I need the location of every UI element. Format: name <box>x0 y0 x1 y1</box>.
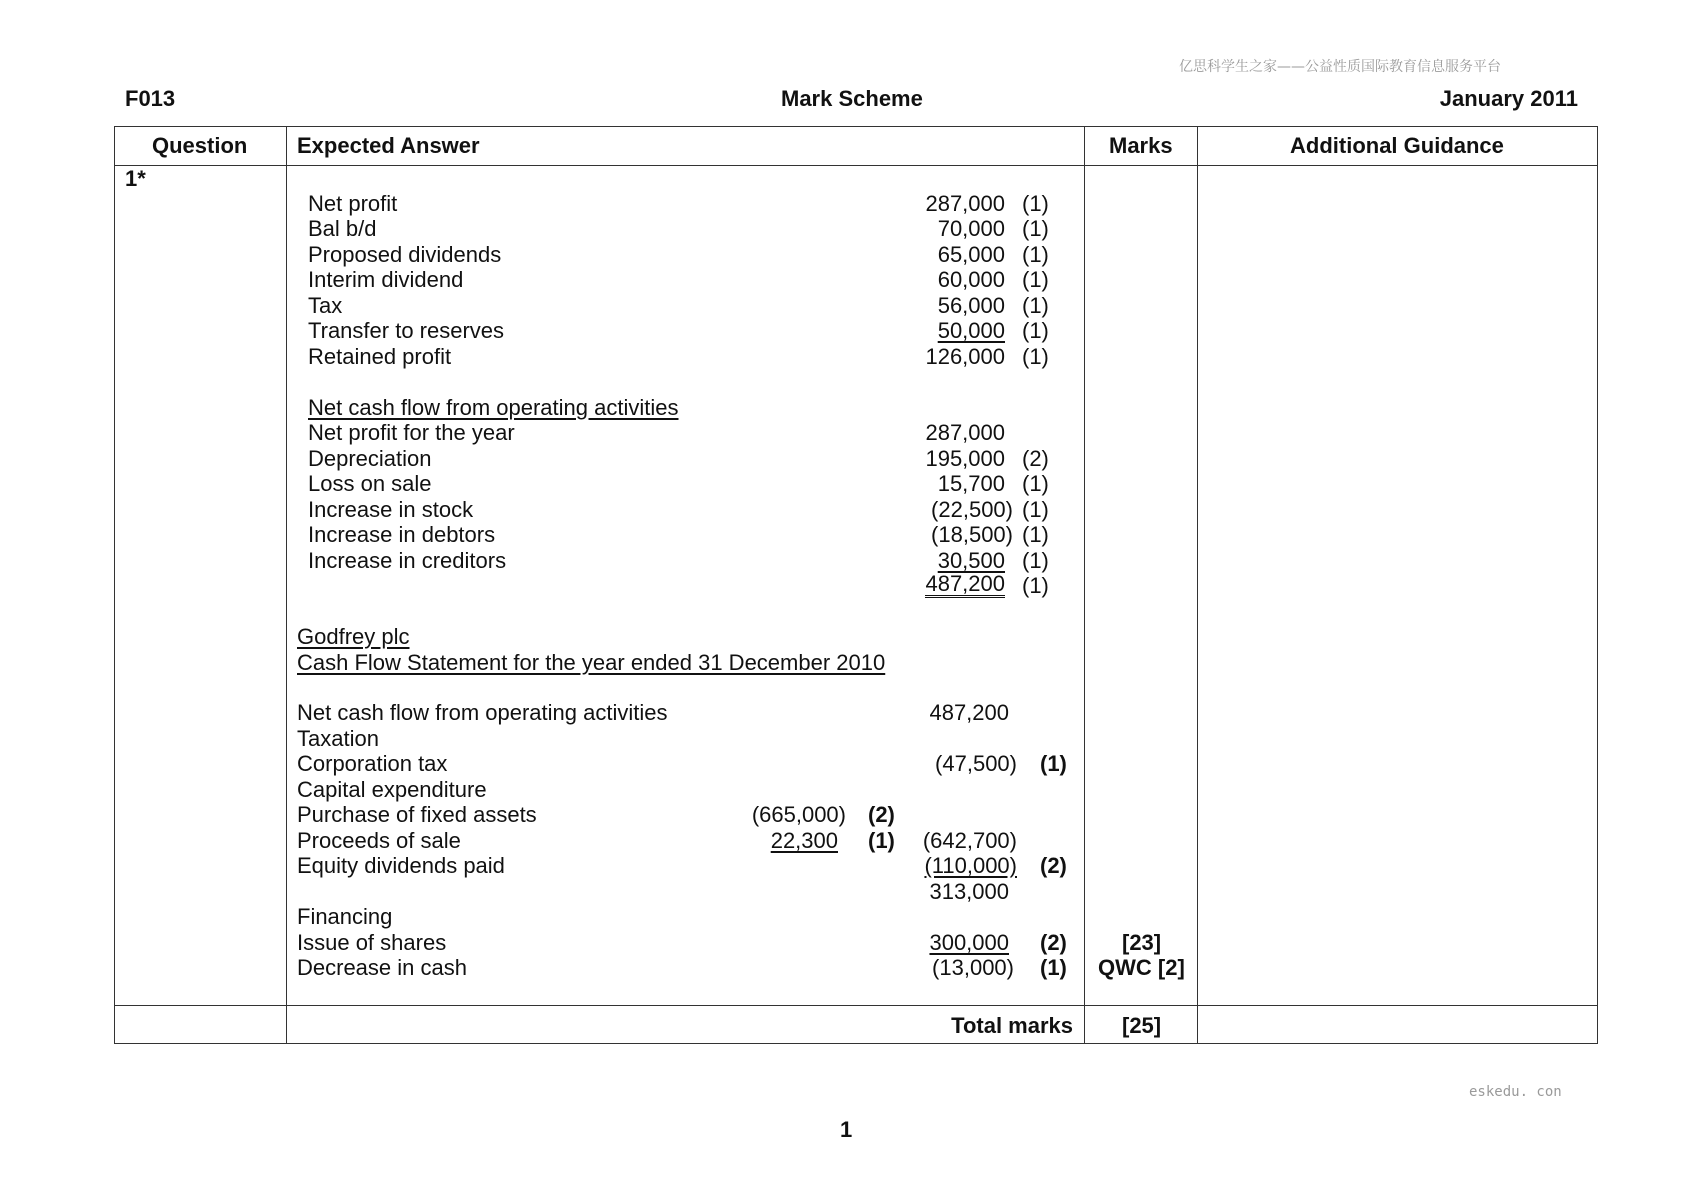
operating-value: 15,700 <box>937 471 1005 496</box>
capex-label: Capital expenditure <box>297 777 487 802</box>
purchase-mark: (2) <box>868 802 895 827</box>
appropriation-label: Retained profit <box>308 344 452 369</box>
appropriation-label: Proposed dividends <box>308 242 502 267</box>
appropriation-value: 56,000 <box>937 293 1005 318</box>
subtotal-value: 313,000 <box>929 879 1009 904</box>
appropriation-mark: (1) <box>1022 191 1049 216</box>
operating-mark: (2) <box>1022 446 1049 471</box>
proceeds-mark: (1) <box>868 828 895 853</box>
table-border-top <box>114 126 1598 127</box>
purchase-value: (665,000) <box>751 802 846 827</box>
appropriation-label: Bal b/d <box>308 216 377 241</box>
corp-tax-mark: (1) <box>1040 751 1067 776</box>
appropriation-value: 65,000 <box>937 242 1005 267</box>
paper-code: F013 <box>125 86 176 111</box>
appropriation-mark: (1) <box>1022 318 1049 343</box>
appropriation-mark: (1) <box>1022 293 1049 318</box>
question-number: 1* <box>125 166 146 191</box>
net-cash-value: 487,200 <box>929 700 1009 725</box>
watermark-top: 亿思科学生之家——公益性质国际教育信息服务平台 <box>1179 59 1501 75</box>
issue-mark: (2) <box>1040 930 1067 955</box>
header-additional-guidance: Additional Guidance <box>1290 133 1504 158</box>
appropriation-mark: (1) <box>1022 344 1049 369</box>
appropriation-value: 70,000 <box>937 216 1005 241</box>
decrease-value: (13,000) <box>932 955 1014 980</box>
operating-label: Increase in stock <box>308 497 474 522</box>
table-border-left <box>114 126 115 1044</box>
operating-mark: (1) <box>1022 497 1049 522</box>
equity-value: (110,000) <box>924 853 1017 878</box>
statement-title: Cash Flow Statement for the year ended 31 December 2010 <box>297 650 886 675</box>
operating-label: Increase in debtors <box>308 522 496 547</box>
header-marks: Marks <box>1109 133 1173 158</box>
operating-value: (22,500) <box>931 497 1013 522</box>
taxation-label: Taxation <box>297 726 379 751</box>
document-title: Mark Scheme <box>781 86 923 111</box>
appropriation-label: Net profit <box>308 191 398 216</box>
operating-value: 195,000 <box>925 446 1005 471</box>
table-border-right <box>1597 126 1598 1044</box>
operating-mark: (1) <box>1022 471 1049 496</box>
appropriation-mark: (1) <box>1022 242 1049 267</box>
total-row-divider <box>114 1005 1598 1006</box>
total-marks-value: [25] <box>1122 1013 1162 1038</box>
appropriation-label: Tax <box>308 293 343 318</box>
appropriation-value: 60,000 <box>937 267 1005 292</box>
header-question: Question <box>152 133 248 158</box>
operating-total-mark: (1) <box>1022 573 1049 598</box>
column-divider-3 <box>1197 126 1198 1044</box>
operating-label: Depreciation <box>308 446 432 471</box>
operating-label: Increase in creditors <box>308 548 507 573</box>
purchase-label: Purchase of fixed assets <box>297 802 537 827</box>
equity-label: Equity dividends paid <box>297 853 505 878</box>
total-marks-label: Total marks <box>951 1013 1073 1038</box>
decrease-mark: (1) <box>1040 955 1067 980</box>
header-divider <box>114 165 1598 166</box>
capex-net-value: (642,700) <box>922 828 1017 853</box>
operating-value: 30,500 <box>937 548 1005 573</box>
content-marks: [23] <box>1122 930 1162 955</box>
appropriation-value: 126,000 <box>925 344 1005 369</box>
header-expected-answer: Expected Answer <box>297 133 480 158</box>
appropriation-mark: (1) <box>1022 216 1049 241</box>
appropriation-value: 287,000 <box>925 191 1005 216</box>
exam-date: January 2011 <box>1439 86 1578 111</box>
decrease-label: Decrease in cash <box>297 955 467 980</box>
company-name: Godfrey plc <box>297 624 410 649</box>
column-divider-2 <box>1084 126 1085 1044</box>
watermark-bottom: eskedu. con <box>1469 1084 1562 1100</box>
qwc-marks: QWC [2] <box>1098 955 1185 980</box>
corp-tax-label: Corporation tax <box>297 751 448 776</box>
proceeds-label: Proceeds of sale <box>297 828 461 853</box>
table-border-bottom <box>114 1043 1598 1044</box>
financing-label: Financing <box>297 904 393 929</box>
operating-mark: (1) <box>1022 522 1049 547</box>
issue-value: 300,000 <box>929 930 1009 955</box>
appropriation-value: 50,000 <box>937 318 1005 343</box>
proceeds-value: 22,300 <box>770 828 838 853</box>
equity-mark: (2) <box>1040 853 1067 878</box>
operating-label: Net profit for the year <box>308 420 515 445</box>
operating-value: 287,000 <box>925 420 1005 445</box>
operating-label: Loss on sale <box>308 471 432 496</box>
appropriation-label: Transfer to reserves <box>308 318 505 343</box>
corp-tax-value: (47,500) <box>935 751 1017 776</box>
page-number: 1 <box>840 1117 853 1142</box>
operating-value: (18,500) <box>931 522 1013 547</box>
operating-heading: Net cash flow from operating activities <box>308 395 679 420</box>
appropriation-mark: (1) <box>1022 267 1049 292</box>
net-cash-label: Net cash flow from operating activities <box>297 700 668 725</box>
operating-mark: (1) <box>1022 548 1049 573</box>
operating-total-value: 487,200 <box>925 571 1005 596</box>
appropriation-label: Interim dividend <box>308 267 464 292</box>
issue-label: Issue of shares <box>297 930 447 955</box>
column-divider-1 <box>286 126 287 1044</box>
